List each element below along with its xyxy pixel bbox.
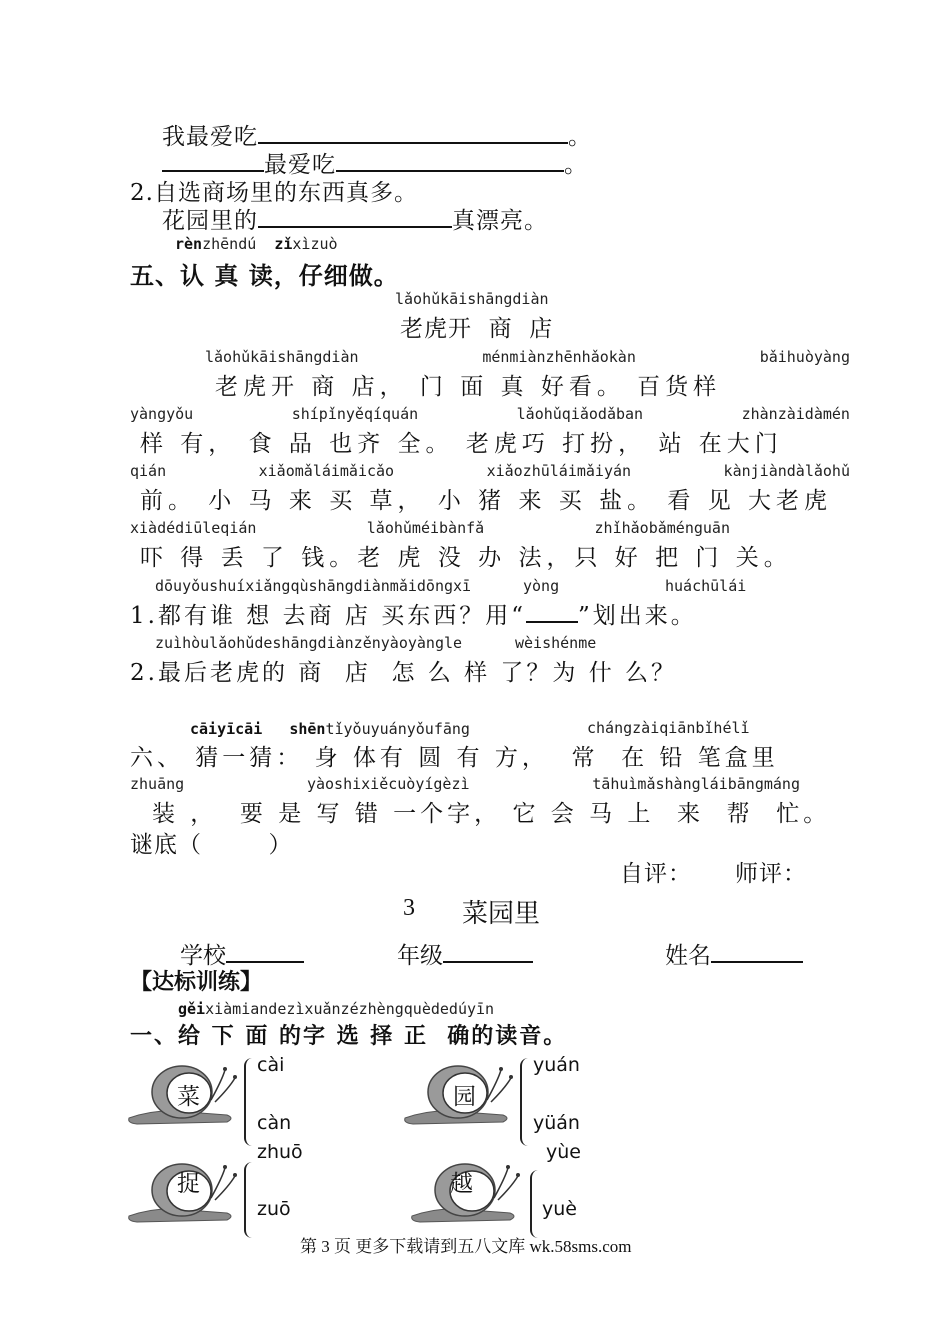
option-pinyin[interactable]: yuè xyxy=(542,1198,577,1220)
line2-suffix: 。 xyxy=(564,152,588,178)
pinyin: qián xyxy=(130,462,167,480)
snail-character: 捉 xyxy=(177,1171,200,1197)
riddle-answer[interactable]: 谜底（ ） xyxy=(130,832,293,858)
pinyin: xiǎomǎláimǎicǎo xyxy=(258,462,395,480)
brace xyxy=(244,1058,256,1146)
riddle-line-1: 六、 猜一猜： 身 体有 圆 有 方， 常 在 铅 笔盒里 xyxy=(130,745,779,771)
option-pinyin[interactable]: yüán xyxy=(533,1112,580,1134)
q2-pinyin-b: wèishénme xyxy=(515,634,597,652)
brace xyxy=(530,1170,542,1238)
brace xyxy=(244,1162,256,1238)
grade-field xyxy=(397,937,533,970)
pinyin: zhǐhǎobǎménguān xyxy=(594,519,730,537)
school-input[interactable] xyxy=(226,939,304,963)
section5-question-2: 2.最后老虎的 商 店 怎 么 样 了？为 什 么？ xyxy=(130,660,678,686)
q2-pinyin-a: zuìhòulǎohǔdeshāngdiànzěnyàoyàngle xyxy=(155,634,463,652)
pinyin: yàoshixiěcuòyígèzì xyxy=(306,775,470,793)
q1-text: 1.都有谁 想 去商 店 买东西？用“ xyxy=(130,603,526,629)
story-title: 老虎开 商 店 xyxy=(400,316,554,342)
story-pinyin-row-2 xyxy=(130,405,850,423)
pinyin: lǎohǔméibànfǎ xyxy=(366,519,485,537)
brace xyxy=(520,1058,532,1146)
q1-end: ”划出来。 xyxy=(577,603,697,629)
page-footer: 第 3 页 更多下载请到五八文库 wk.58sms.com xyxy=(300,1237,632,1256)
q1-pinyin-b: yòng xyxy=(523,577,560,595)
ex1-pinyin xyxy=(178,999,494,1018)
snail-character: 菜 xyxy=(177,1084,200,1110)
story-line-1: 老虎开 商 店， 门 面 真 好看。 百货样 xyxy=(215,374,722,400)
name-label: 姓名 xyxy=(665,943,711,969)
training-heading: 【达标训练】 xyxy=(130,970,263,995)
fill-line-3 xyxy=(162,202,548,235)
pinyin: xiàdédiūleqián xyxy=(130,519,257,537)
pinyin: zhànzàidàmén xyxy=(741,405,850,423)
school-label: 学校 xyxy=(180,943,226,969)
line2-mid: 最爱吃 xyxy=(264,152,336,178)
story-title-pinyin: lǎohǔkāishāngdiàn xyxy=(395,290,549,308)
pinyin: shípǐnyěqíquán xyxy=(291,405,419,423)
section5-heading: 五、认 真 读，仔细做。 xyxy=(130,261,399,290)
q2-prefix: 花园里的 xyxy=(162,208,258,234)
pinyin: kànjiàndàlǎohǔ xyxy=(723,462,850,480)
blank-2[interactable] xyxy=(162,150,264,172)
blank-4[interactable] xyxy=(258,206,452,228)
pinyin: lǎohǔkāishāngdiàn xyxy=(205,348,359,366)
q2-suffix: 真漂亮。 xyxy=(452,208,548,234)
story-line-2: 样 有， 食 品 也齐 全。 老虎巧 打扮， 站 在大门 xyxy=(140,431,783,457)
section6-pinyin-row-2 xyxy=(130,775,800,793)
line1-prefix: 我最爱吃 xyxy=(162,124,258,150)
pinyin: lǎohǔqiǎodǎban xyxy=(516,405,644,423)
line1-suffix: 。 xyxy=(568,124,592,150)
pinyin: xìzuò xyxy=(292,235,338,253)
self-eval: 自评： xyxy=(620,861,692,887)
pinyin: cāiyīcāi xyxy=(190,720,263,738)
pinyin: ménmiànzhēnhǎokàn xyxy=(482,348,636,366)
story-line-3: 前。 小 马 来 买 草， 小 猪 来 买 盐。 看 见 大老虎 xyxy=(140,488,833,514)
pinyin: zhuāng xyxy=(130,775,185,793)
option-pinyin[interactable]: yuán xyxy=(533,1054,580,1076)
section6-pinyin-row-1 xyxy=(190,719,470,738)
option-pinyin[interactable]: yùe xyxy=(546,1141,581,1163)
story-pinyin-row-1 xyxy=(205,348,850,366)
pinyin: yàngyǒu xyxy=(130,405,194,423)
q1-pinyin-a: dōuyǒushuíxiǎngqùshāngdiànmǎidōngxī xyxy=(155,577,472,595)
pinyin: shēn xyxy=(289,720,326,738)
story-pinyin-row-3 xyxy=(130,462,850,480)
snail-character: 越 xyxy=(450,1171,473,1197)
blank-1[interactable] xyxy=(258,122,568,144)
option-pinyin[interactable]: cài xyxy=(257,1054,285,1076)
section5-question-1 xyxy=(130,597,697,630)
section5-heading-pinyin xyxy=(175,234,338,253)
lesson-number: 3 xyxy=(403,895,415,921)
grade-label: 年级 xyxy=(397,943,443,969)
option-pinyin[interactable]: zuō xyxy=(257,1198,291,1220)
pinyin: xiàmiandezìxuǎnzézhèngquèdedúyīn xyxy=(205,1000,495,1018)
pinyin: xiǎozhūláimǎiyán xyxy=(486,462,632,480)
underline-sample xyxy=(526,603,578,623)
section6-pinyin-row-1b: chángzàiqiānbǐhélǐ xyxy=(587,719,750,737)
story-pinyin-row-4 xyxy=(130,519,730,537)
snail-character: 园 xyxy=(453,1084,476,1110)
option-pinyin[interactable]: zhuō xyxy=(257,1141,303,1163)
name-field xyxy=(665,937,803,970)
pinyin: gěi xyxy=(178,1000,206,1018)
grade-input[interactable] xyxy=(443,939,533,963)
pinyin: zhēndú xyxy=(202,235,257,253)
ex1-heading: 一、给 下 面 的字 选 择 正 确的读音。 xyxy=(130,1024,568,1049)
pinyin: bǎihuòyàng xyxy=(759,348,850,366)
teacher-eval: 师评： xyxy=(735,861,807,887)
pinyin: zǐ xyxy=(274,235,293,253)
name-input[interactable] xyxy=(711,939,803,963)
option-pinyin[interactable]: càn xyxy=(257,1112,292,1134)
pinyin: rèn xyxy=(175,235,203,253)
q1-pinyin-c: huáchūlái xyxy=(665,577,747,595)
story-line-4: 吓 得 丢 了 钱。老 虎 没 办 法，只 好 把 门 关。 xyxy=(140,545,792,571)
section4-question-2: 2.自选商场里的东西真多。 xyxy=(130,180,418,206)
pinyin: tǐyǒuyuányǒufāng xyxy=(325,720,470,738)
riddle-line-2: 装 ， 要 是 写 错 一个字， 它 会 马 上 来 帮 忙。 xyxy=(152,801,831,827)
lesson-title: 菜园里 xyxy=(462,899,541,929)
blank-3[interactable] xyxy=(336,150,564,172)
pinyin: tāhuìmǎshàngláibāngmáng xyxy=(592,775,800,793)
